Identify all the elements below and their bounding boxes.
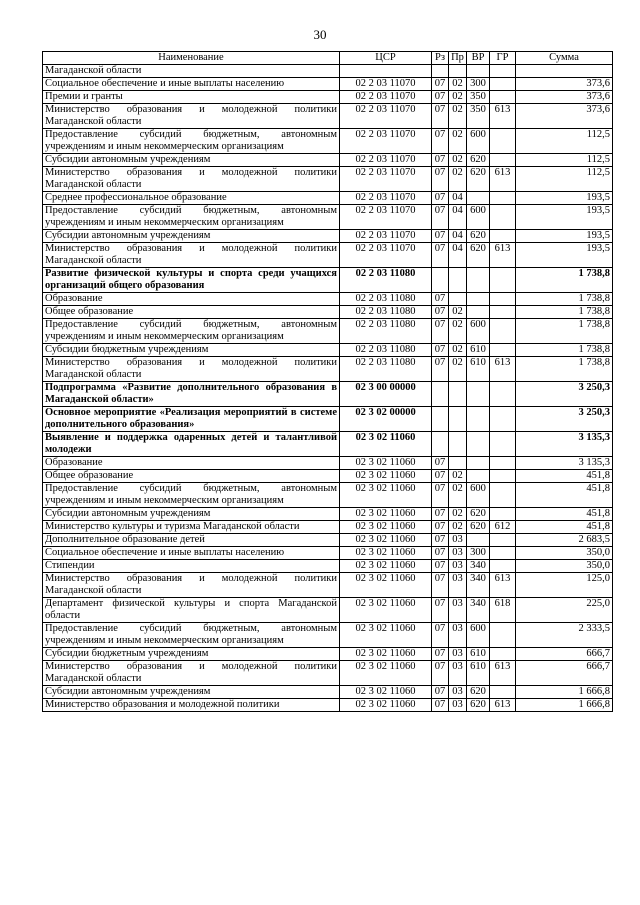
cell-name: Министерство образования и молодежной политики (43, 699, 340, 712)
table-row (43, 560, 613, 573)
cell-pr: 03 (449, 598, 467, 623)
cell-vr (467, 65, 490, 78)
cell-sum: 125,0 (516, 573, 613, 598)
table-row (43, 534, 613, 547)
cell-vr: 600 (467, 319, 490, 344)
cell-rz: 07 (432, 91, 449, 104)
cell-pr (449, 382, 467, 407)
cell-csr: 02 3 02 11060 (340, 470, 432, 483)
cell-gr (490, 65, 516, 78)
cell-rz: 07 (432, 623, 449, 648)
cell-rz: 07 (432, 357, 449, 382)
cell-csr: 02 2 03 11070 (340, 154, 432, 167)
cell-rz: 07 (432, 205, 449, 230)
cell-name: Предоставление субсидий бюджетным, автономным учреждениям и иным некоммерческим организациям (43, 205, 340, 230)
cell-name: Развитие физической культуры и спорта среди учащихся организаций общего образования (43, 268, 340, 293)
cell-gr: 613 (490, 104, 516, 129)
cell-pr: 02 (449, 521, 467, 534)
cell-sum: 451,8 (516, 508, 613, 521)
cell-csr: 02 3 02 11060 (340, 699, 432, 712)
cell-gr (490, 483, 516, 508)
cell-rz: 07 (432, 243, 449, 268)
cell-pr: 03 (449, 699, 467, 712)
cell-sum: 373,6 (516, 78, 613, 91)
cell-vr: 620 (467, 167, 490, 192)
cell-rz: 07 (432, 534, 449, 547)
cell-csr: 02 2 03 11070 (340, 205, 432, 230)
cell-sum: 350,0 (516, 547, 613, 560)
cell-sum: 3 250,3 (516, 382, 613, 407)
cell-name: Предоставление субсидий бюджетным, автономным учреждениям и иным некоммерческим организациям (43, 319, 340, 344)
header-vr: ВР (467, 52, 490, 65)
table-row (43, 547, 613, 560)
cell-sum (516, 65, 613, 78)
cell-rz (432, 382, 449, 407)
cell-name: Основное мероприятие «Реализация мероприятий в системе дополнительного образования» (43, 407, 340, 432)
table-row (43, 167, 613, 192)
cell-vr: 350 (467, 104, 490, 129)
cell-sum: 373,6 (516, 104, 613, 129)
cell-rz (432, 268, 449, 293)
cell-gr (490, 547, 516, 560)
cell-rz: 07 (432, 154, 449, 167)
cell-csr: 02 3 02 11060 (340, 598, 432, 623)
cell-gr (490, 293, 516, 306)
table-row (43, 91, 613, 104)
cell-pr: 02 (449, 91, 467, 104)
cell-name: Субсидии автономным учреждениям (43, 154, 340, 167)
cell-name: Министерство образования и молодежной политики Магаданской области (43, 661, 340, 686)
cell-rz: 07 (432, 470, 449, 483)
cell-gr: 612 (490, 521, 516, 534)
cell-name: Министерство культуры и туризма Магаданской области (43, 521, 340, 534)
cell-rz: 07 (432, 344, 449, 357)
cell-vr: 610 (467, 344, 490, 357)
cell-rz: 07 (432, 699, 449, 712)
cell-gr: 613 (490, 573, 516, 598)
cell-sum: 666,7 (516, 648, 613, 661)
table-row (43, 648, 613, 661)
cell-csr: 02 2 03 11070 (340, 192, 432, 205)
table-row (43, 598, 613, 623)
cell-pr: 02 (449, 154, 467, 167)
cell-vr: 610 (467, 357, 490, 382)
cell-csr: 02 3 00 00000 (340, 382, 432, 407)
cell-pr: 03 (449, 547, 467, 560)
cell-rz (432, 407, 449, 432)
cell-pr: 03 (449, 573, 467, 598)
table-row (43, 344, 613, 357)
cell-vr (467, 457, 490, 470)
cell-rz: 07 (432, 483, 449, 508)
cell-csr (340, 65, 432, 78)
table-row (43, 78, 613, 91)
cell-gr (490, 432, 516, 457)
cell-vr (467, 293, 490, 306)
cell-vr: 620 (467, 521, 490, 534)
cell-sum: 193,5 (516, 192, 613, 205)
cell-gr (490, 205, 516, 230)
cell-pr: 03 (449, 648, 467, 661)
cell-csr: 02 2 03 11070 (340, 91, 432, 104)
cell-sum: 1 738,8 (516, 357, 613, 382)
table-row (43, 243, 613, 268)
table-row (43, 699, 613, 712)
cell-csr: 02 2 03 11080 (340, 319, 432, 344)
table-row (43, 319, 613, 344)
cell-vr (467, 407, 490, 432)
cell-sum: 1 738,8 (516, 268, 613, 293)
cell-sum: 2 333,5 (516, 623, 613, 648)
cell-vr: 610 (467, 661, 490, 686)
table-row (43, 293, 613, 306)
table-row (43, 306, 613, 319)
cell-name: Магаданской области (43, 65, 340, 78)
cell-rz: 07 (432, 129, 449, 154)
cell-sum: 1 738,8 (516, 319, 613, 344)
cell-pr: 02 (449, 470, 467, 483)
cell-name: Предоставление субсидий бюджетным, автономным учреждениям и иным некоммерческим организациям (43, 483, 340, 508)
cell-name: Министерство образования и молодежной политики Магаданской области (43, 243, 340, 268)
cell-name: Министерство образования и молодежной политики Магаданской области (43, 104, 340, 129)
cell-csr: 02 2 03 11070 (340, 78, 432, 91)
cell-gr (490, 508, 516, 521)
cell-name: Субсидии автономным учреждениям (43, 686, 340, 699)
cell-gr (490, 382, 516, 407)
budget-table (42, 51, 613, 712)
cell-vr (467, 192, 490, 205)
cell-pr: 02 (449, 306, 467, 319)
cell-gr (490, 457, 516, 470)
cell-pr (449, 407, 467, 432)
cell-rz: 07 (432, 192, 449, 205)
cell-vr: 600 (467, 623, 490, 648)
cell-rz: 07 (432, 230, 449, 243)
cell-rz: 07 (432, 521, 449, 534)
cell-csr: 02 3 02 11060 (340, 573, 432, 598)
cell-vr: 620 (467, 508, 490, 521)
cell-vr (467, 382, 490, 407)
cell-vr: 620 (467, 154, 490, 167)
cell-csr: 02 2 03 11080 (340, 344, 432, 357)
cell-gr (490, 91, 516, 104)
table-row (43, 573, 613, 598)
cell-csr: 02 2 03 11070 (340, 230, 432, 243)
page-number: 30 (313, 27, 327, 42)
cell-gr (490, 230, 516, 243)
table-row (43, 205, 613, 230)
cell-vr: 350 (467, 91, 490, 104)
cell-csr: 02 2 03 11070 (340, 104, 432, 129)
header-pr: Пр (449, 52, 467, 65)
cell-name: Министерство образования и молодежной политики Магаданской области (43, 167, 340, 192)
cell-pr (449, 268, 467, 293)
cell-pr: 03 (449, 661, 467, 686)
cell-name: Образование (43, 293, 340, 306)
cell-name: Департамент физической культуры и спорта Магаданской области (43, 598, 340, 623)
cell-sum: 373,6 (516, 91, 613, 104)
cell-csr: 02 2 03 11070 (340, 129, 432, 154)
cell-name: Выявление и поддержка одаренных детей и талантливой молодежи (43, 432, 340, 457)
cell-rz: 07 (432, 648, 449, 661)
cell-csr: 02 3 02 11060 (340, 560, 432, 573)
cell-gr (490, 623, 516, 648)
table-body (43, 65, 613, 712)
cell-vr: 600 (467, 205, 490, 230)
cell-csr: 02 3 02 11060 (340, 483, 432, 508)
cell-sum: 3 135,3 (516, 432, 613, 457)
table-row (43, 104, 613, 129)
cell-name: Субсидии бюджетным учреждениям (43, 344, 340, 357)
cell-csr: 02 2 03 11080 (340, 357, 432, 382)
header-rz: Рз (432, 52, 449, 65)
cell-rz: 07 (432, 306, 449, 319)
cell-rz: 07 (432, 319, 449, 344)
cell-pr (449, 457, 467, 470)
table-row (43, 268, 613, 293)
cell-gr (490, 470, 516, 483)
cell-rz: 07 (432, 104, 449, 129)
cell-name: Стипендии (43, 560, 340, 573)
cell-pr: 03 (449, 686, 467, 699)
cell-csr: 02 2 03 11070 (340, 167, 432, 192)
cell-rz: 07 (432, 661, 449, 686)
cell-gr: 618 (490, 598, 516, 623)
cell-name: Социальное обеспечение и иные выплаты населению (43, 547, 340, 560)
cell-vr: 600 (467, 129, 490, 154)
cell-gr (490, 129, 516, 154)
cell-gr (490, 534, 516, 547)
cell-vr: 620 (467, 243, 490, 268)
cell-name: Подпрограмма «Развитие дополнительного образования в Магаданской области» (43, 382, 340, 407)
cell-vr: 610 (467, 648, 490, 661)
cell-vr: 340 (467, 598, 490, 623)
header-name: Наименование (43, 52, 340, 65)
cell-pr: 02 (449, 357, 467, 382)
cell-rz: 07 (432, 598, 449, 623)
cell-rz: 07 (432, 78, 449, 91)
cell-pr: 04 (449, 205, 467, 230)
cell-pr: 03 (449, 623, 467, 648)
cell-vr: 620 (467, 686, 490, 699)
cell-sum: 112,5 (516, 154, 613, 167)
cell-csr: 02 3 02 11060 (340, 623, 432, 648)
table-row (43, 407, 613, 432)
cell-rz: 07 (432, 508, 449, 521)
cell-name: Предоставление субсидий бюджетным, автономным учреждениям и иным некоммерческим организациям (43, 623, 340, 648)
table-header-row (43, 52, 613, 65)
cell-sum: 193,5 (516, 205, 613, 230)
table-row (43, 230, 613, 243)
cell-pr: 02 (449, 344, 467, 357)
cell-csr: 02 3 02 11060 (340, 661, 432, 686)
cell-rz: 07 (432, 293, 449, 306)
cell-sum: 3 135,3 (516, 457, 613, 470)
cell-pr: 02 (449, 483, 467, 508)
cell-name: Субсидии автономным учреждениям (43, 230, 340, 243)
cell-pr: 04 (449, 192, 467, 205)
cell-csr: 02 3 02 11060 (340, 457, 432, 470)
cell-sum: 3 250,3 (516, 407, 613, 432)
cell-gr: 613 (490, 699, 516, 712)
cell-gr (490, 154, 516, 167)
cell-csr: 02 3 02 11060 (340, 521, 432, 534)
cell-vr: 620 (467, 230, 490, 243)
table-row (43, 686, 613, 699)
cell-csr: 02 3 02 11060 (340, 534, 432, 547)
cell-sum: 451,8 (516, 483, 613, 508)
cell-vr: 300 (467, 78, 490, 91)
cell-vr (467, 470, 490, 483)
cell-sum: 1 738,8 (516, 306, 613, 319)
cell-csr: 02 2 03 11070 (340, 243, 432, 268)
cell-sum: 225,0 (516, 598, 613, 623)
cell-pr: 02 (449, 508, 467, 521)
cell-name: Среднее профессиональное образование (43, 192, 340, 205)
cell-gr: 613 (490, 357, 516, 382)
table-row (43, 521, 613, 534)
cell-name: Премии и гранты (43, 91, 340, 104)
cell-name: Министерство образования и молодежной политики Магаданской области (43, 573, 340, 598)
cell-sum: 1 738,8 (516, 293, 613, 306)
cell-gr: 613 (490, 243, 516, 268)
cell-sum: 193,5 (516, 230, 613, 243)
cell-pr: 04 (449, 243, 467, 268)
cell-rz: 07 (432, 686, 449, 699)
cell-gr (490, 268, 516, 293)
cell-sum: 666,7 (516, 661, 613, 686)
cell-vr: 600 (467, 483, 490, 508)
cell-pr (449, 293, 467, 306)
cell-vr: 300 (467, 547, 490, 560)
cell-sum: 1 666,8 (516, 699, 613, 712)
cell-rz: 07 (432, 573, 449, 598)
cell-name: Дополнительное образование детей (43, 534, 340, 547)
cell-gr (490, 319, 516, 344)
cell-pr: 02 (449, 104, 467, 129)
cell-csr: 02 2 03 11080 (340, 293, 432, 306)
header-sum: Сумма (516, 52, 613, 65)
header-csr: ЦСР (340, 52, 432, 65)
cell-sum: 1 666,8 (516, 686, 613, 699)
cell-pr: 02 (449, 319, 467, 344)
cell-gr (490, 560, 516, 573)
cell-name: Министерство образования и молодежной политики Магаданской области (43, 357, 340, 382)
cell-csr: 02 3 02 11060 (340, 432, 432, 457)
cell-sum: 451,8 (516, 521, 613, 534)
cell-gr: 613 (490, 167, 516, 192)
cell-sum: 2 683,5 (516, 534, 613, 547)
cell-vr (467, 432, 490, 457)
cell-vr: 340 (467, 560, 490, 573)
cell-gr (490, 407, 516, 432)
cell-csr: 02 3 02 11060 (340, 508, 432, 521)
cell-pr: 03 (449, 560, 467, 573)
table-row (43, 357, 613, 382)
cell-sum: 451,8 (516, 470, 613, 483)
cell-csr: 02 2 03 11080 (340, 268, 432, 293)
cell-csr: 02 3 02 00000 (340, 407, 432, 432)
cell-vr (467, 534, 490, 547)
cell-sum: 350,0 (516, 560, 613, 573)
cell-sum: 112,5 (516, 129, 613, 154)
cell-csr: 02 3 02 11060 (340, 547, 432, 560)
table-row (43, 623, 613, 648)
cell-vr (467, 268, 490, 293)
cell-name: Предоставление субсидий бюджетным, автономным учреждениям и иным некоммерческим организациям (43, 129, 340, 154)
cell-pr (449, 65, 467, 78)
cell-rz: 07 (432, 167, 449, 192)
table-row (43, 129, 613, 154)
cell-sum: 193,5 (516, 243, 613, 268)
table-row (43, 192, 613, 205)
cell-sum: 112,5 (516, 167, 613, 192)
cell-name: Социальное обеспечение и иные выплаты населению (43, 78, 340, 91)
cell-pr: 02 (449, 129, 467, 154)
header-gr: ГР (490, 52, 516, 65)
table-row (43, 154, 613, 167)
cell-vr (467, 306, 490, 319)
cell-gr (490, 686, 516, 699)
cell-sum: 1 738,8 (516, 344, 613, 357)
cell-rz (432, 432, 449, 457)
cell-pr: 02 (449, 167, 467, 192)
cell-gr (490, 306, 516, 319)
table-row (43, 65, 613, 78)
cell-csr: 02 2 03 11080 (340, 306, 432, 319)
cell-rz (432, 65, 449, 78)
cell-name: Общее образование (43, 470, 340, 483)
table-row (43, 470, 613, 483)
table-row (43, 661, 613, 686)
cell-name: Образование (43, 457, 340, 470)
table-row (43, 432, 613, 457)
cell-rz: 07 (432, 457, 449, 470)
table-row (43, 483, 613, 508)
cell-name: Субсидии автономным учреждениям (43, 508, 340, 521)
cell-rz: 07 (432, 560, 449, 573)
cell-csr: 02 3 02 11060 (340, 648, 432, 661)
cell-gr (490, 648, 516, 661)
cell-name: Субсидии бюджетным учреждениям (43, 648, 340, 661)
cell-vr: 340 (467, 573, 490, 598)
cell-pr: 04 (449, 230, 467, 243)
cell-pr (449, 432, 467, 457)
cell-vr: 620 (467, 699, 490, 712)
cell-pr: 03 (449, 534, 467, 547)
cell-rz: 07 (432, 547, 449, 560)
cell-name: Общее образование (43, 306, 340, 319)
table-row (43, 457, 613, 470)
cell-gr (490, 344, 516, 357)
cell-gr: 613 (490, 661, 516, 686)
cell-gr (490, 78, 516, 91)
table-row (43, 382, 613, 407)
cell-csr: 02 3 02 11060 (340, 686, 432, 699)
cell-pr: 02 (449, 78, 467, 91)
table-row (43, 508, 613, 521)
cell-gr (490, 192, 516, 205)
